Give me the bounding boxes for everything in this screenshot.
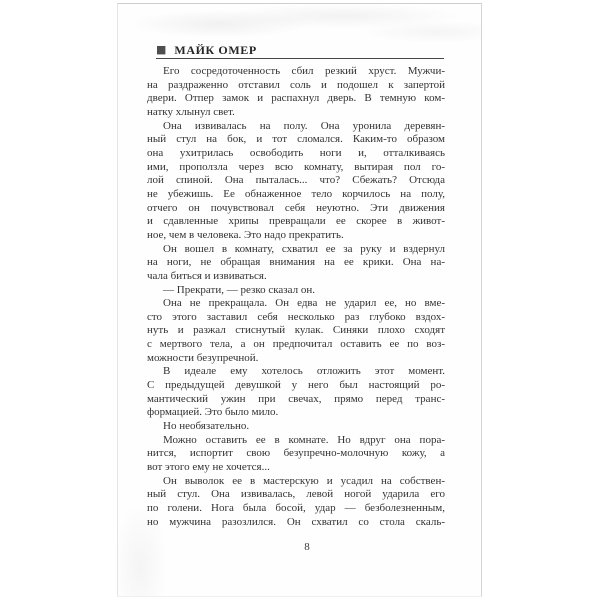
- text-line: двери. Отпер замок и распахнул дверь. В темную ком-: [147, 92, 445, 105]
- text-line: на ноги, не обращая внимания на ее крики. Она на-: [147, 256, 445, 269]
- text-line: Она извивалась на полу. Она уронила деревян-: [163, 119, 445, 132]
- text-line: с мертвого тела, а он предпочитал оставить ее по воз-: [147, 338, 445, 351]
- text-line: на раздраженно отставил соль и подошел к запертой: [147, 78, 445, 91]
- text-line: Она не прекращала. Он едва не ударил ее, но вме-: [163, 297, 445, 310]
- text-line: ный стул на бок, и тот сломался. Каким-то образом: [147, 133, 445, 146]
- text-line: С предыдущей девушкой у него был настоящий ро-: [147, 379, 445, 392]
- text-line: ное, чем в человека. Это надо прекратить.: [147, 228, 344, 241]
- text-line: но мужчина разозлился. Он схватил со стола скаль-: [147, 515, 445, 528]
- text-line: Его сосредоточенность сбил резкий хруст. Мужчи-: [163, 65, 445, 77]
- text-line: отчего он почувствовал себя неуютно. Эти движения: [147, 201, 445, 214]
- text-line: не убежишь. Ее обнаженное тело корчилось на полу,: [147, 187, 445, 200]
- page-number: 8: [304, 541, 310, 553]
- book-page-photo: [117, 3, 482, 597]
- text-line: Он вошел в комнату, схватил ее за руку и вздернул: [163, 242, 445, 255]
- text-line: лой спиной. Она пыталась... что? Сбежать? Отсюда: [147, 174, 445, 187]
- text-line: она ухитрилась освободить ноги и, отталкиваясь: [147, 146, 445, 159]
- author-name: МАЙК ОМЕР: [174, 42, 257, 57]
- text-line: сто этого заставил себя несколько раз глубоко вздох-: [147, 310, 445, 323]
- text-line: ими, проползла через всю комнату, вытирая пол го-: [147, 160, 445, 173]
- text-line: формацией. Это было мило.: [147, 406, 279, 419]
- body-text: [147, 65, 445, 529]
- header-rule-divider: [156, 58, 444, 59]
- text-line: Но необязательно.: [163, 420, 250, 433]
- text-line: ный стул. Она извивалась, левой ногой ударила его: [147, 488, 445, 501]
- text-line: натку хлынул свет.: [147, 105, 235, 118]
- text-line: нится, испортит свою безупречно-молочную кожу, а: [147, 447, 445, 460]
- text-line: Можно оставить ее в комнате. Но вдруг она пора-: [163, 433, 445, 446]
- text-line: — Прекрати, — резко сказал он.: [163, 283, 316, 296]
- running-header: [156, 43, 444, 57]
- text-line: нуть и разжал стиснутый кулак. Синяки плохо сходят: [147, 324, 445, 337]
- text-line: Он выволок ее в мастерскую и усадил на собствен-: [163, 474, 445, 487]
- text-line: по голени. Нога была босой, удар — безболезненным,: [147, 502, 445, 514]
- text-line: можности безупречной.: [147, 351, 259, 364]
- text-line: и сдавленные хрипы превращали ее скорее в живот-: [147, 215, 445, 228]
- text-line: В идеале ему хотелось отложить этот момент.: [163, 365, 445, 378]
- text-line: мантический ужин при свечах, прямо перед транс-: [147, 392, 445, 405]
- square-bullet-icon: ■: [156, 43, 167, 56]
- text-line: вот этого ему не хочется...: [147, 461, 270, 474]
- text-line: чала биться и извиваться.: [147, 269, 267, 282]
